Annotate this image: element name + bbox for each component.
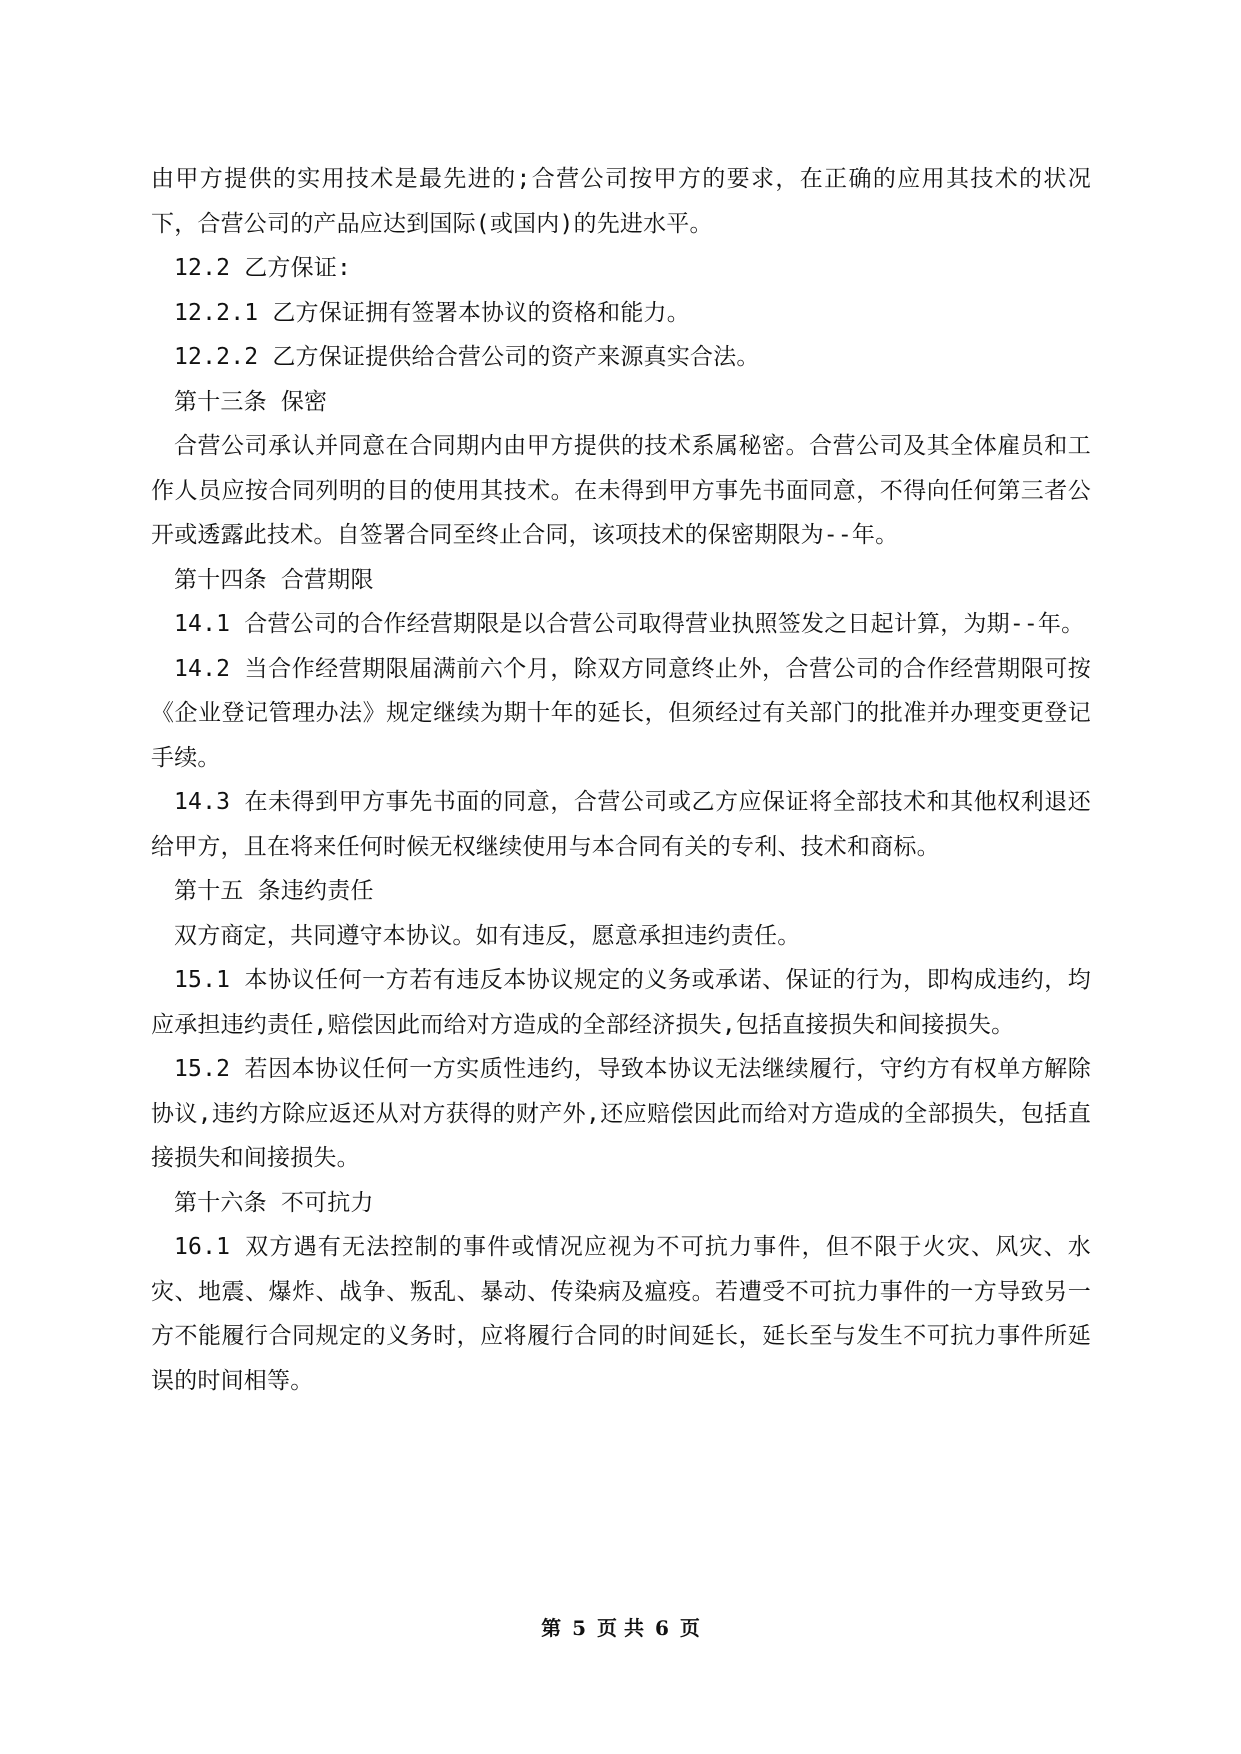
article-13-body: 合营公司承认并同意在合同期内由甲方提供的技术系属秘密。合营公司及其全体雇员和工作人员应按合同列明的目的使用其技术。在未得到甲方事先书面同意，不得向任何第三者公开或透露此技术。自签署合同至终止合同，该项技术的保密期限为--年。 <box>151 433 1091 548</box>
clause-12-2-2: 12.2.2 乙方保证提供给合营公司的资产来源真实合法。 <box>174 344 760 370</box>
clause-14-1: 14.1 合营公司的合作经营期限是以合营公司取得营业执照签发之日起计算，为期--年。 <box>174 611 1085 637</box>
footer-middle: 页 共 <box>597 1616 644 1640</box>
clause-15-1: 15.1 本协议任何一方若有违反本协议规定的义务或承诺、保证的行为，即构成违约，均应承担违约责任,赔偿因此而给对方造成的全部经济损失,包括直接损失和间接损失。 <box>151 967 1091 1038</box>
document-body <box>151 157 1091 1403</box>
article-14-heading: 第十四条 合营期限 <box>174 566 374 593</box>
article-15-heading: 第十五 条违约责任 <box>174 878 374 904</box>
paragraph-continuation: 由甲方提供的实用技术是最先进的;合营公司按甲方的要求，在正确的应用其技术的状况下，合营公司的产品应达到国际(或国内)的先进水平。 <box>151 166 1091 237</box>
clause-14-2: 14.2 当合作经营期限届满前六个月，除双方同意终止外，合营公司的合作经营期限可按《企业登记管理办法》规定继续为期十年的延长，但须经过有关部门的批准并办理变更登记手续。 <box>151 655 1091 771</box>
article-13-heading: 第十三条 保密 <box>174 388 328 415</box>
clause-14-3: 14.3 在未得到甲方事先书面的同意，合营公司或乙方应保证将全部技术和其他权利退还给甲方，且在将来任何时候无权继续使用与本合同有关的专利、技术和商标。 <box>151 789 1091 860</box>
clause-16-1: 16.1 双方遇有无法控制的事件或情况应视为不可抗力事件，但不限于火灾、风灾、水灾、地震、爆炸、战争、叛乱、暴动、传染病及瘟疫。若遭受不可抗力事件的一方导致另一方不能履行合同规定的义务时，应将履行合同的时间延长，延长至与发生不可抗力事件所延误的时间相等。 <box>151 1234 1091 1394</box>
current-page-number: 5 <box>572 1616 587 1640</box>
page-footer <box>0 1612 1241 1641</box>
clause-15-2: 15.2 若因本协议任何一方实质性违约，导致本协议无法继续履行，守约方有权单方解除协议,违约方除应返还从对方获得的财产外,还应赔偿因此而给对方造成的全部损失，包括直接损失和间接损失。 <box>151 1056 1091 1171</box>
article-15-intro: 双方商定，共同遵守本协议。如有违反，愿意承担违约责任。 <box>174 922 801 949</box>
article-16-heading: 第十六条 不可抗力 <box>174 1189 374 1216</box>
clause-12-2: 12.2 乙方保证: <box>174 255 352 281</box>
footer-suffix: 页 <box>679 1616 700 1640</box>
clause-12-2-1: 12.2.1 乙方保证拥有签署本协议的资格和能力。 <box>174 299 690 326</box>
footer-prefix: 第 <box>541 1616 562 1640</box>
total-page-number: 6 <box>654 1616 669 1640</box>
